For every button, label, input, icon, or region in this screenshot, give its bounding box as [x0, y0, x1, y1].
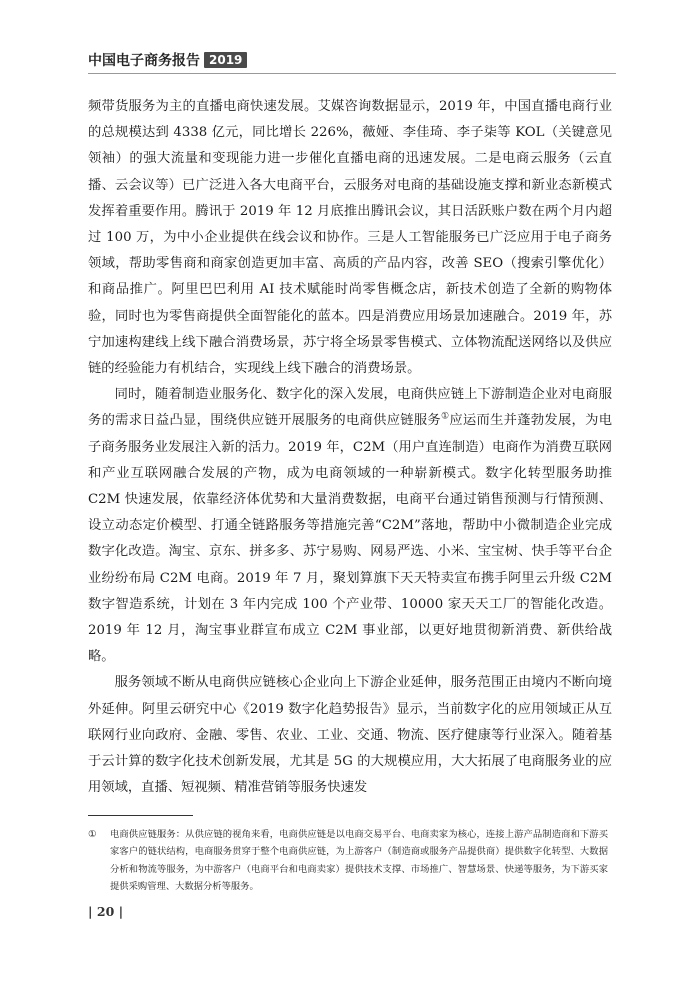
- body-text: [88, 94, 612, 801]
- page-number: | 20 |: [88, 904, 124, 919]
- header-divider: [88, 73, 616, 74]
- paragraph-2-part-b: 应运而生并蓬勃发展，为电子商务服务业发展注入新的活力。2019 年，C2M（用户直连制造）电商作为消费互联网和产业互联网融合发展的产物，成为电商领域的一种崭新模式。数字化转型服务助推 C2M 快速发展，依靠经济体优势和大量消费数据，电商平台通过销售预测与行情预测、设立动态定价模型、打通全链路服务等措施完善“C2M”落地，帮助中小微制造企业完成数字化改造。淘宝、京东、拼多多、苏宁易购、网易严选、小米、宝宝树、快手等平台企业纷纷布局 C2M 电商。2019 年 7 月，聚划算旗下天天特卖宣布携手阿里云升级 C2M 数字智造系统，计划在 3 年内完成 100 个产业带、10000 家天天工厂的智能化改造。2019 年 12 月，淘宝事业群宣布成立 C2M 事业部，以更好地贯彻新消费、新供给战略。: [88, 413, 613, 665]
- running-header: [88, 50, 247, 70]
- footnote-text: 电商供应链服务：从供应链的视角来看，电商供应链是以电商交易平台、电商卖家为核心，连接上游产品制造商和下游买家客户的链状结构，电商服务贯穿于整个电商供应链，为上游客户（制造商或服务产品提供商）提供数字化转型、大数据分析和物流等服务，为中游客户（电商平台和电商卖家）提供技术支撑、市场推广、智慧场景、快递等服务，为下游买家提供采购管理、大数据分析等服务。: [110, 829, 608, 893]
- paragraph-2: [88, 382, 612, 670]
- footnote-ref-marker[interactable]: ①: [441, 412, 450, 423]
- footnote: [88, 826, 608, 896]
- footnote-mark: ①: [88, 829, 97, 840]
- paragraph-1: 频带货服务为主的直播电商快速发展。艾媒咨询数据显示，2019 年，中国直播电商行业的总规模达到 4338 亿元，同比增长 226%，薇娅、李佳琦、李子柒等 KOL（关键意见领袖）的强大流量和变现能力进一步催化直播电商的迅速发展。二是电商云服务（云直播、云会议等）已广泛进入各大电商平台，云服务对电商的基础设施支撑和新业态新模式发挥着重要作用。腾讯于 2019 年 12 月底推出腾讯会议，其日活跃账户数在两个月内超过 100 万，为中小企业提供在线会议和协作。三是人工智能服务已广泛应用于电子商务领域，帮助零售商和商家创造更加丰富、高质的产品内容，改善 SEO（搜索引擎优化）和商品推广。阿里巴巴利用 AI 技术赋能时尚零售概念店，新技术创造了全新的购物体验，同时也为零售商提供全面智能化的蓝本。四是消费应用场景加速融合。2019 年，苏宁加速构建线上线下融合消费场景，苏宁将全场景零售模式、立体物流配送网络以及供应链的经验能力有机结合，实现线上线下融合的消费场景。: [88, 99, 612, 377]
- footnote-divider: [88, 815, 193, 816]
- paragraph-2-part-a: 同时，随着制造业服务化、数字化的深入发展，电商供应链上下游制造企业对电商服务的需求日益凸显，围绕供应链开展服务的电商供应链服务: [88, 387, 612, 429]
- header-title: 中国电子商务报告: [88, 53, 200, 69]
- paragraph-3: 服务领域不断从电商供应链核心企业向上下游企业延伸，服务范围正由境内不断向境外延伸。阿里云研究中心《2019 数字化趋势报告》显示，当前数字化的应用领域正从互联网行业向政府、金融、零售、农业、工业、交通、物流、医疗健康等行业深入。随着基于云计算的数字化技术创新发展，尤其是 5G 的大规模应用，大大拓展了电商服务业的应用领域，直播、短视频、精准营销等服务快速发: [88, 675, 612, 796]
- header-year-badge: 2019: [204, 52, 247, 68]
